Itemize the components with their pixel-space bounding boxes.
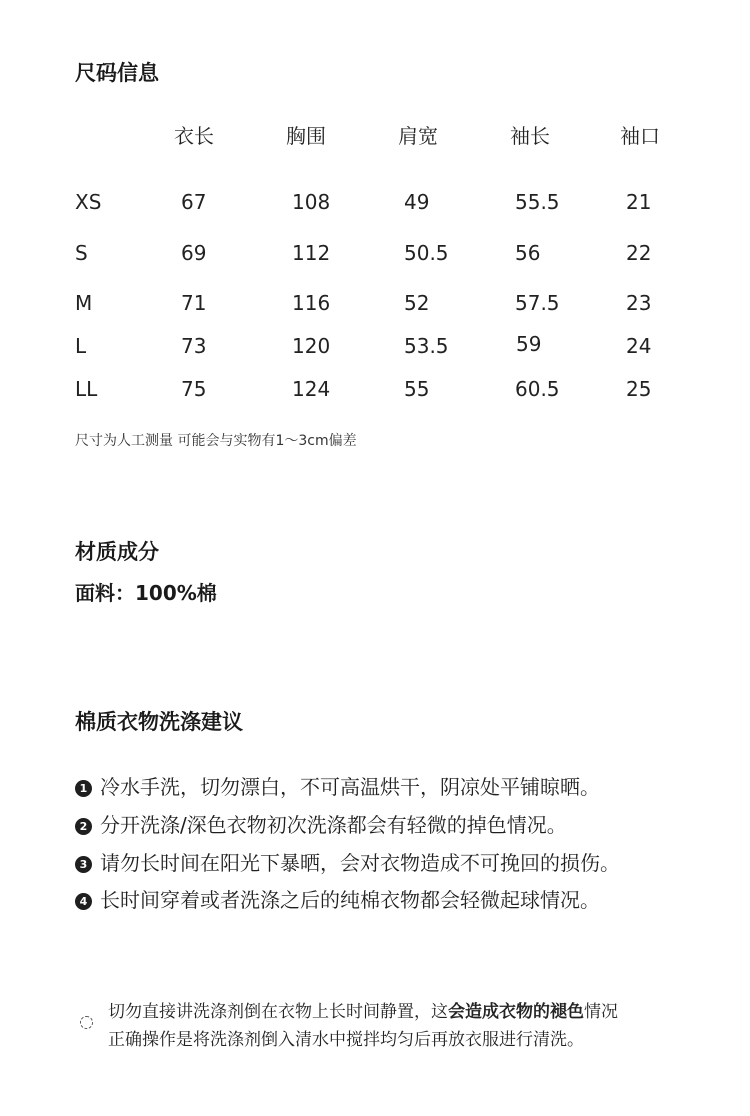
chest-value: 108	[292, 190, 331, 214]
sleeve-value: 59	[516, 332, 542, 356]
number-4-icon: 4	[75, 893, 92, 910]
size-label: S	[75, 241, 88, 265]
column-header-cuff: 袖口	[620, 124, 660, 148]
tip-line-2: 正确操作是将洗涤剂倒入清水中搅拌均匀后再放衣服进行清洗。	[108, 1030, 584, 1050]
size-label: L	[75, 334, 87, 358]
chest-value: 116	[292, 291, 331, 315]
wash-item-text: 请勿长时间在阳光下暴晒，会对衣物造成不可挽回的损伤。	[100, 851, 620, 875]
shoulder-value: 52	[404, 291, 430, 315]
chest-value: 112	[292, 241, 331, 265]
cuff-value: 22	[626, 241, 652, 265]
tip-line-1	[108, 997, 618, 1022]
wash-item-text: 长时间穿着或者洗涤之后的纯棉衣物都会轻微起球情况。	[100, 888, 600, 912]
size-label: XS	[75, 190, 102, 214]
shoulder-value: 53.5	[404, 334, 449, 358]
column-header-shoulder: 肩宽	[398, 124, 438, 148]
wash-item-text: 分开洗涤/深色衣物初次洗涤都会有轻微的掉色情况。	[100, 813, 567, 837]
number-1-icon: 1	[75, 780, 92, 797]
sleeve-value: 57.5	[515, 291, 560, 315]
tip-text: 切勿直接讲洗涤剂倒在衣物上长时间静置，这	[108, 1002, 448, 1022]
column-header-sleeve: 袖长	[510, 124, 550, 148]
chest-value: 120	[292, 334, 331, 358]
shoulder-value: 50.5	[404, 241, 449, 265]
dashed-circle-icon	[80, 1016, 93, 1029]
wash-item-1	[75, 771, 600, 800]
wash-advice-title: 棉质衣物洗涤建议	[75, 710, 243, 734]
wash-item-4	[75, 884, 600, 913]
wash-item-text: 冷水手洗，切勿漂白，不可高温烘干，阴凉处平铺晾晒。	[100, 775, 600, 799]
length-value: 73	[181, 334, 207, 358]
length-value: 67	[181, 190, 207, 214]
tip-emphasis: 会造成衣物的褪色	[448, 1002, 584, 1022]
number-3-icon: 3	[75, 856, 92, 873]
chest-value: 124	[292, 377, 331, 401]
length-value: 71	[181, 291, 207, 315]
sleeve-value: 55.5	[515, 190, 560, 214]
tip-text: 情况	[584, 1002, 618, 1022]
cuff-value: 23	[626, 291, 652, 315]
material-title: 材质成分	[75, 540, 159, 564]
length-value: 75	[181, 377, 207, 401]
material-content: 面料：100%棉	[75, 581, 217, 605]
column-header-length: 衣长	[174, 124, 214, 148]
measurement-note: 尺寸为人工测量 可能会与实物有1～3cm偏差	[75, 433, 357, 449]
number-2-icon: 2	[75, 818, 92, 835]
cuff-value: 21	[626, 190, 652, 214]
cuff-value: 25	[626, 377, 652, 401]
length-value: 69	[181, 241, 207, 265]
shoulder-value: 55	[404, 377, 430, 401]
size-label: LL	[75, 377, 98, 401]
shoulder-value: 49	[404, 190, 430, 214]
sleeve-value: 56	[515, 241, 541, 265]
size-info-title: 尺码信息	[75, 61, 159, 85]
column-header-chest: 胸围	[286, 124, 326, 148]
size-label: M	[75, 291, 93, 315]
wash-item-3	[75, 847, 620, 876]
sleeve-value: 60.5	[515, 377, 560, 401]
wash-item-2	[75, 809, 567, 838]
cuff-value: 24	[626, 334, 652, 358]
